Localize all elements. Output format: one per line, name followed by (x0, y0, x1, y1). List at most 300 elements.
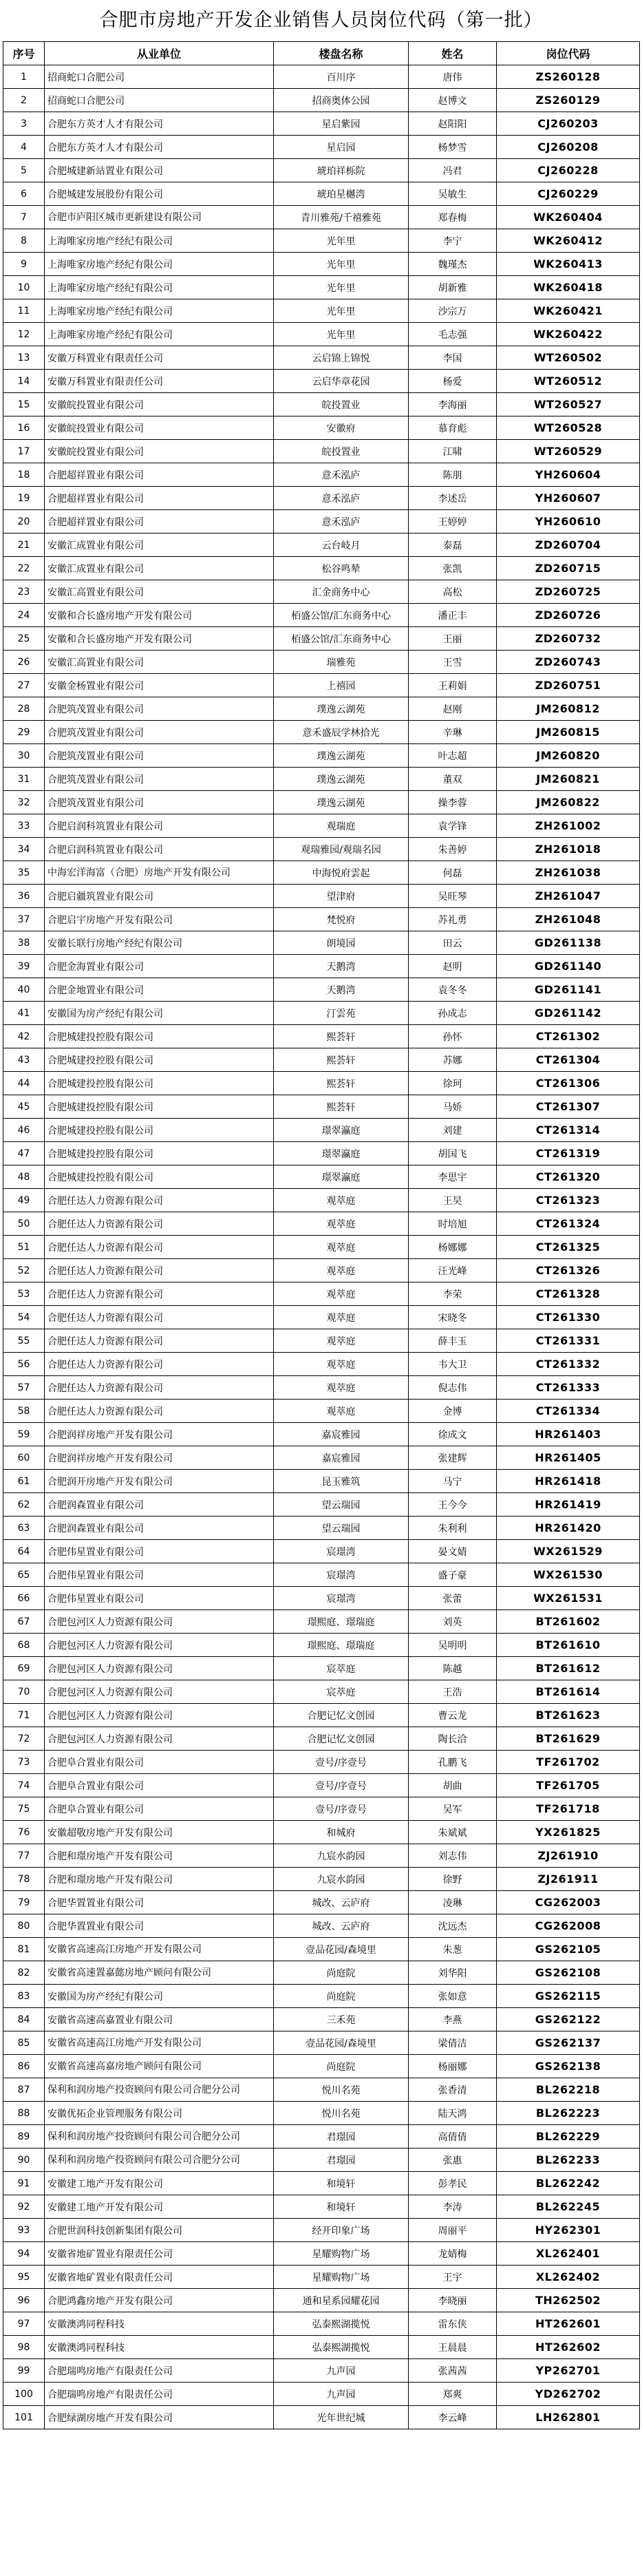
cell-serial: 51 (3, 1236, 45, 1259)
cell-position-code: YH260607 (497, 487, 640, 510)
table-row (3, 580, 640, 604)
cell-serial: 89 (3, 2125, 45, 2149)
cell-serial: 44 (3, 1072, 45, 1095)
cell-name: 沙宗万 (409, 299, 497, 323)
cell-project: 三禾苑 (274, 2008, 409, 2031)
cell-employer: 合肥筑茂置业有限公司 (45, 744, 274, 768)
cell-employer: 合肥包河区人力资源有限公司 (45, 1634, 274, 1657)
cell-serial: 69 (3, 1657, 45, 1680)
cell-name: 郑爽 (409, 2383, 497, 2406)
cell-name: 王宇 (409, 2266, 497, 2289)
cell-name: 张凯 (409, 557, 497, 580)
cell-position-code: CT261319 (497, 1142, 640, 1165)
cell-serial: 11 (3, 299, 45, 323)
cell-name: 金博 (409, 1400, 497, 1423)
cell-employer: 保利和润房地产投资顾问有限公司合肥分公司 (45, 2078, 274, 2102)
table-row (3, 791, 640, 814)
cell-employer: 合肥任达人力资源有限公司 (45, 1376, 274, 1400)
cell-position-code: HR261419 (497, 1493, 640, 1517)
table-row (3, 2125, 640, 2149)
cell-project: 云台岐月 (274, 534, 409, 557)
cell-serial: 82 (3, 1961, 45, 1985)
cell-project: 城改、云庐府 (274, 1891, 409, 1914)
table-row (3, 627, 640, 651)
cell-position-code: WK260418 (497, 276, 640, 299)
cell-serial: 36 (3, 885, 45, 908)
cell-serial: 70 (3, 1680, 45, 1704)
cell-name: 朱善婷 (409, 838, 497, 861)
table-row (3, 768, 640, 791)
cell-serial: 26 (3, 651, 45, 674)
cell-name: 吴军 (409, 1797, 497, 1821)
cell-employer: 合肥任达人力资源有限公司 (45, 1306, 274, 1329)
cell-position-code: CT261304 (497, 1048, 640, 1072)
table-row (3, 955, 640, 978)
cell-project: 汀雲苑 (274, 1002, 409, 1025)
table-row (3, 65, 640, 89)
cell-employer: 安徽优拓企业管理服务有限公司 (45, 2102, 274, 2125)
cell-position-code: CT261323 (497, 1189, 640, 1212)
cell-employer: 合肥启宇房地产开发有限公司 (45, 908, 274, 931)
cell-name: 魏瑾杰 (409, 253, 497, 276)
cell-project: 通和星系园耀花园 (274, 2289, 409, 2312)
cell-employer: 合肥润祥房地产开发有限公司 (45, 1446, 274, 1470)
cell-employer: 合肥金海置业有限公司 (45, 955, 274, 978)
cell-serial: 4 (3, 136, 45, 159)
cell-serial: 16 (3, 416, 45, 440)
header-position-code: 岗位代码 (497, 42, 640, 65)
table-row (3, 346, 640, 370)
cell-serial: 88 (3, 2102, 45, 2125)
cell-position-code: YP262701 (497, 2359, 640, 2383)
cell-serial: 96 (3, 2289, 45, 2312)
cell-position-code: BT261623 (497, 1704, 640, 1727)
table-row (3, 2242, 640, 2266)
table-row (3, 885, 640, 908)
table-row (3, 557, 640, 580)
cell-position-code: GS262115 (497, 1985, 640, 2008)
cell-name: 李云峰 (409, 2406, 497, 2429)
cell-serial: 71 (3, 1704, 45, 1727)
cell-project: 皖投置业 (274, 393, 409, 416)
cell-employer: 安徽汇高置业有限公司 (45, 651, 274, 674)
cell-position-code: WX261531 (497, 1587, 640, 1610)
cell-serial: 22 (3, 557, 45, 580)
cell-employer: 合肥超祥置业有限公司 (45, 463, 274, 487)
cell-employer: 合肥任达人力资源有限公司 (45, 1400, 274, 1423)
table-row (3, 2266, 640, 2289)
cell-position-code: WK260404 (497, 206, 640, 229)
cell-project: 观萃庭 (274, 1353, 409, 1376)
cell-employer: 合肥润祥房地产开发有限公司 (45, 1423, 274, 1446)
table-row (3, 1165, 640, 1189)
cell-position-code: GD261142 (497, 1002, 640, 1025)
cell-project: 星启紫园 (274, 112, 409, 136)
cell-project: 经开印象广场 (274, 2219, 409, 2242)
cell-name: 徐珂 (409, 1072, 497, 1095)
cell-serial: 15 (3, 393, 45, 416)
cell-serial: 30 (3, 744, 45, 768)
table-row (3, 487, 640, 510)
cell-position-code: BL262233 (497, 2149, 640, 2172)
cell-position-code: XL262401 (497, 2242, 640, 2266)
cell-serial: 75 (3, 1797, 45, 1821)
cell-employer: 中海宏洋海富（合肥）房地产开发有限公司 (45, 861, 274, 885)
table-row (3, 276, 640, 299)
cell-name: 胡国飞 (409, 1142, 497, 1165)
cell-project: 观萃庭 (274, 1329, 409, 1353)
cell-employer: 合肥城建投控股有限公司 (45, 1048, 274, 1072)
cell-name: 龙婧梅 (409, 2242, 497, 2266)
cell-project: 观瑞庭 (274, 814, 409, 838)
cell-name: 泰磊 (409, 534, 497, 557)
cell-name: 董双 (409, 768, 497, 791)
cell-project: 意禾泓庐 (274, 463, 409, 487)
cell-serial: 53 (3, 1282, 45, 1306)
cell-employer: 合肥超祥置业有限公司 (45, 487, 274, 510)
cell-project: 琥珀祥栎院 (274, 159, 409, 182)
cell-employer: 安徽省地矿置业有限责任公司 (45, 2266, 274, 2289)
table-row (3, 1938, 640, 1961)
cell-position-code: ZD260726 (497, 604, 640, 627)
cell-project: 璟翠瀛庭 (274, 1119, 409, 1142)
cell-employer: 上海唯家房地产经纪有限公司 (45, 299, 274, 323)
table-row (3, 206, 640, 229)
cell-position-code: BT261629 (497, 1727, 640, 1751)
cell-name: 凌琳 (409, 1891, 497, 1914)
cell-position-code: BT261614 (497, 1680, 640, 1704)
cell-serial: 2 (3, 89, 45, 112)
table-row (3, 1704, 640, 1727)
cell-employer: 合肥城建新站置业有限公司 (45, 159, 274, 182)
cell-name: 王雪 (409, 651, 497, 674)
cell-serial: 60 (3, 1446, 45, 1470)
cell-project: 君璟园 (274, 2125, 409, 2149)
cell-project: 璟翠瀛庭 (274, 1165, 409, 1189)
cell-project: 观萃庭 (274, 1376, 409, 1400)
cell-serial: 66 (3, 1587, 45, 1610)
cell-position-code: WX261530 (497, 1563, 640, 1587)
cell-position-code: CG262008 (497, 1914, 640, 1938)
cell-employer: 合肥启润科筑置业有限公司 (45, 838, 274, 861)
table-row (3, 861, 640, 885)
cell-name: 王昊 (409, 1189, 497, 1212)
cell-project: 壹品花园/森境里 (274, 1938, 409, 1961)
cell-serial: 56 (3, 1353, 45, 1376)
cell-name: 袁冬冬 (409, 978, 497, 1002)
cell-project: 百川序 (274, 65, 409, 89)
cell-name: 徐野 (409, 1868, 497, 1891)
cell-employer: 合肥城建投控股有限公司 (45, 1142, 274, 1165)
cell-serial: 47 (3, 1142, 45, 1165)
table-row (3, 721, 640, 744)
cell-employer: 合肥筑茂置业有限公司 (45, 791, 274, 814)
cell-name: 江啸 (409, 440, 497, 463)
cell-position-code: CT261320 (497, 1165, 640, 1189)
cell-name: 张惠 (409, 2149, 497, 2172)
cell-name: 张茜茜 (409, 2359, 497, 2383)
cell-employer: 安徽汇高置业有限公司 (45, 580, 274, 604)
cell-employer: 安徽省高速高嘉房地产顾问有限公司 (45, 2055, 274, 2078)
cell-project: 望云瑞园 (274, 1493, 409, 1517)
table-row (3, 1797, 640, 1821)
cell-position-code: GD261138 (497, 931, 640, 955)
table-row (3, 440, 640, 463)
cell-name: 朱利利 (409, 1517, 497, 1540)
cell-project: 城改、云庐府 (274, 1914, 409, 1938)
cell-position-code: YX261825 (497, 1821, 640, 1844)
cell-employer: 合肥市庐阳区城市更新建设有限公司 (45, 206, 274, 229)
table-row (3, 323, 640, 346)
cell-serial: 61 (3, 1470, 45, 1493)
cell-serial: 25 (3, 627, 45, 651)
table-row (3, 159, 640, 182)
cell-position-code: HR261418 (497, 1470, 640, 1493)
cell-serial: 20 (3, 510, 45, 534)
cell-name: 张香清 (409, 2078, 497, 2102)
cell-project: 意禾泓庐 (274, 510, 409, 534)
cell-employer: 合肥城建发展股份有限公司 (45, 182, 274, 206)
cell-project: 观萃庭 (274, 1282, 409, 1306)
cell-project: 悦川名苑 (274, 2078, 409, 2102)
table-row (3, 744, 640, 768)
cell-project: 琥珀星樾湾 (274, 182, 409, 206)
cell-position-code: BL262229 (497, 2125, 640, 2149)
cell-name: 汪光峰 (409, 1259, 497, 1282)
cell-name: 冯君 (409, 159, 497, 182)
cell-position-code: GS262138 (497, 2055, 640, 2078)
cell-project: 宸萃庭 (274, 1680, 409, 1704)
cell-name: 高倩倩 (409, 2125, 497, 2149)
cell-position-code: LH262801 (497, 2406, 640, 2429)
table-row (3, 1563, 640, 1587)
cell-position-code: WK260421 (497, 299, 640, 323)
cell-position-code: GS262122 (497, 2008, 640, 2031)
cell-project: 壹号/序壹号 (274, 1797, 409, 1821)
cell-employer: 合肥鸿鑫房地产开发有限公司 (45, 2289, 274, 2312)
cell-employer: 合肥包河区人力资源有限公司 (45, 1610, 274, 1634)
cell-serial: 32 (3, 791, 45, 814)
cell-project: 上禧园 (274, 674, 409, 697)
cell-serial: 21 (3, 534, 45, 557)
cell-name: 曹云龙 (409, 1704, 497, 1727)
cell-name: 胡曲 (409, 1774, 497, 1797)
cell-name: 陶长洽 (409, 1727, 497, 1751)
cell-name: 李荣 (409, 1282, 497, 1306)
cell-project: 光年里 (274, 253, 409, 276)
cell-project: 熙荟轩 (274, 1025, 409, 1048)
table-row (3, 1680, 640, 1704)
table-row (3, 1423, 640, 1446)
cell-employer: 合肥伟星置业有限公司 (45, 1587, 274, 1610)
cell-employer: 安徽省高速高嘉置业有限公司 (45, 2008, 274, 2031)
table-body (3, 65, 640, 2429)
table-row (3, 978, 640, 1002)
cell-employer: 合肥金地置业有限公司 (45, 978, 274, 1002)
cell-position-code: YH260604 (497, 463, 640, 487)
cell-position-code: CG262003 (497, 1891, 640, 1914)
cell-serial: 24 (3, 604, 45, 627)
cell-employer: 安徽皖投置业有限公司 (45, 393, 274, 416)
table-row (3, 1119, 640, 1142)
cell-position-code: TF261702 (497, 1751, 640, 1774)
table-row (3, 2406, 640, 2429)
table-row (3, 510, 640, 534)
cell-serial: 18 (3, 463, 45, 487)
cell-name: 张建辉 (409, 1446, 497, 1470)
table-row (3, 2336, 640, 2359)
cell-position-code: CT261328 (497, 1282, 640, 1306)
table-row (3, 1517, 640, 1540)
cell-employer: 安徽国为房产经纪有限公司 (45, 1985, 274, 2008)
cell-position-code: WT260527 (497, 393, 640, 416)
table-row (3, 1400, 640, 1423)
table-row (3, 1446, 640, 1470)
cell-serial: 59 (3, 1423, 45, 1446)
cell-position-code: ZS260129 (497, 89, 640, 112)
cell-employer: 合肥阜合置业有限公司 (45, 1751, 274, 1774)
cell-employer: 合肥任达人力资源有限公司 (45, 1236, 274, 1259)
cell-project: 壹号/序壹号 (274, 1774, 409, 1797)
cell-name: 李涛 (409, 2195, 497, 2219)
cell-name: 孙怀 (409, 1025, 497, 1048)
cell-employer: 安徽澳鸿同程科技 (45, 2312, 274, 2336)
cell-name: 张蕾 (409, 1587, 497, 1610)
cell-name: 何磊 (409, 861, 497, 885)
cell-project: 熙荟轩 (274, 1048, 409, 1072)
cell-serial: 86 (3, 2055, 45, 2078)
table-row (3, 1868, 640, 1891)
cell-project: 尚庭院 (274, 1961, 409, 1985)
cell-project: 星耀购物广场 (274, 2242, 409, 2266)
cell-project: 璞逸云湖苑 (274, 768, 409, 791)
cell-serial: 94 (3, 2242, 45, 2266)
cell-name: 吴旺琴 (409, 885, 497, 908)
cell-serial: 40 (3, 978, 45, 1002)
cell-project: 观萃庭 (274, 1400, 409, 1423)
cell-position-code: CT261306 (497, 1072, 640, 1095)
cell-name: 沈远杰 (409, 1914, 497, 1938)
cell-employer: 合肥瑞鸣房地产有限责任公司 (45, 2383, 274, 2406)
cell-project: 栢盛公馆/汇东商务中心 (274, 627, 409, 651)
table-row (3, 416, 640, 440)
cell-name: 王丽 (409, 627, 497, 651)
cell-position-code: CT261302 (497, 1025, 640, 1048)
table-row (3, 89, 640, 112)
cell-employer: 安徽长联行房地产经纪有限公司 (45, 931, 274, 955)
table-row (3, 2195, 640, 2219)
cell-name: 王浩 (409, 1680, 497, 1704)
cell-serial: 95 (3, 2266, 45, 2289)
table-row (3, 253, 640, 276)
cell-name: 宋晓冬 (409, 1306, 497, 1329)
cell-serial: 97 (3, 2312, 45, 2336)
cell-project: 天鹅湾 (274, 978, 409, 1002)
cell-project: 嘉宸雅园 (274, 1446, 409, 1470)
cell-employer: 合肥城建投控股有限公司 (45, 1072, 274, 1095)
table-row (3, 136, 640, 159)
table-row (3, 1189, 640, 1212)
cell-name: 马娇 (409, 1095, 497, 1119)
cell-serial: 92 (3, 2195, 45, 2219)
cell-name: 毛志强 (409, 323, 497, 346)
cell-project: 梵悦府 (274, 908, 409, 931)
cell-serial: 46 (3, 1119, 45, 1142)
table-row (3, 2312, 640, 2336)
cell-serial: 58 (3, 1400, 45, 1423)
cell-project: 尚庭院 (274, 1985, 409, 2008)
cell-project: 栢盛公馆/汇东商务中心 (274, 604, 409, 627)
cell-position-code: GD261141 (497, 978, 640, 1002)
cell-position-code: WT260512 (497, 370, 640, 393)
cell-position-code: JM260812 (497, 697, 640, 721)
cell-serial: 38 (3, 931, 45, 955)
cell-employer: 合肥伟星置业有限公司 (45, 1540, 274, 1563)
cell-employer: 合肥包河区人力资源有限公司 (45, 1727, 274, 1751)
cell-project: 观萃庭 (274, 1212, 409, 1236)
cell-position-code: JM260821 (497, 768, 640, 791)
cell-project: 观萃庭 (274, 1189, 409, 1212)
table-row (3, 2289, 640, 2312)
cell-serial: 31 (3, 768, 45, 791)
cell-employer: 安徽金杨置业有限公司 (45, 674, 274, 697)
table-row (3, 697, 640, 721)
header-serial: 序号 (3, 42, 45, 65)
cell-name: 赵博文 (409, 89, 497, 112)
cell-serial: 3 (3, 112, 45, 136)
table-row (3, 1821, 640, 1844)
cell-name: 苏礼勇 (409, 908, 497, 931)
table-row (3, 1751, 640, 1774)
cell-project: 壹品花园/森境里 (274, 2031, 409, 2055)
cell-project: 和境轩 (274, 2195, 409, 2219)
cell-serial: 23 (3, 580, 45, 604)
cell-position-code: BT261612 (497, 1657, 640, 1680)
cell-serial: 43 (3, 1048, 45, 1072)
cell-project: 星启园 (274, 136, 409, 159)
cell-name: 潘正丰 (409, 604, 497, 627)
roster-table (3, 41, 640, 2429)
cell-project: 光年里 (274, 323, 409, 346)
cell-serial: 12 (3, 323, 45, 346)
cell-serial: 29 (3, 721, 45, 744)
cell-name: 李国 (409, 346, 497, 370)
cell-position-code: HR261420 (497, 1517, 640, 1540)
cell-serial: 45 (3, 1095, 45, 1119)
cell-employer: 合肥启疆筑置业有限公司 (45, 885, 274, 908)
cell-name: 田云 (409, 931, 497, 955)
cell-serial: 91 (3, 2172, 45, 2195)
cell-position-code: GS262108 (497, 1961, 640, 1985)
cell-name: 刘华阳 (409, 1961, 497, 1985)
table-row (3, 1072, 640, 1095)
cell-employer: 安徽皖投置业有限公司 (45, 440, 274, 463)
cell-serial: 87 (3, 2078, 45, 2102)
cell-position-code: WK260422 (497, 323, 640, 346)
cell-name: 陈朋 (409, 463, 497, 487)
table-row (3, 1844, 640, 1868)
cell-position-code: ZH261038 (497, 861, 640, 885)
cell-project: 君璟园 (274, 2149, 409, 2172)
cell-name: 郑春梅 (409, 206, 497, 229)
cell-employer: 招商蛇口合肥公司 (45, 65, 274, 89)
cell-employer: 合肥城建投控股有限公司 (45, 1025, 274, 1048)
table-row (3, 2149, 640, 2172)
cell-name: 韦大卫 (409, 1353, 497, 1376)
table-row (3, 2219, 640, 2242)
table-row (3, 1891, 640, 1914)
cell-position-code: CT261307 (497, 1095, 640, 1119)
